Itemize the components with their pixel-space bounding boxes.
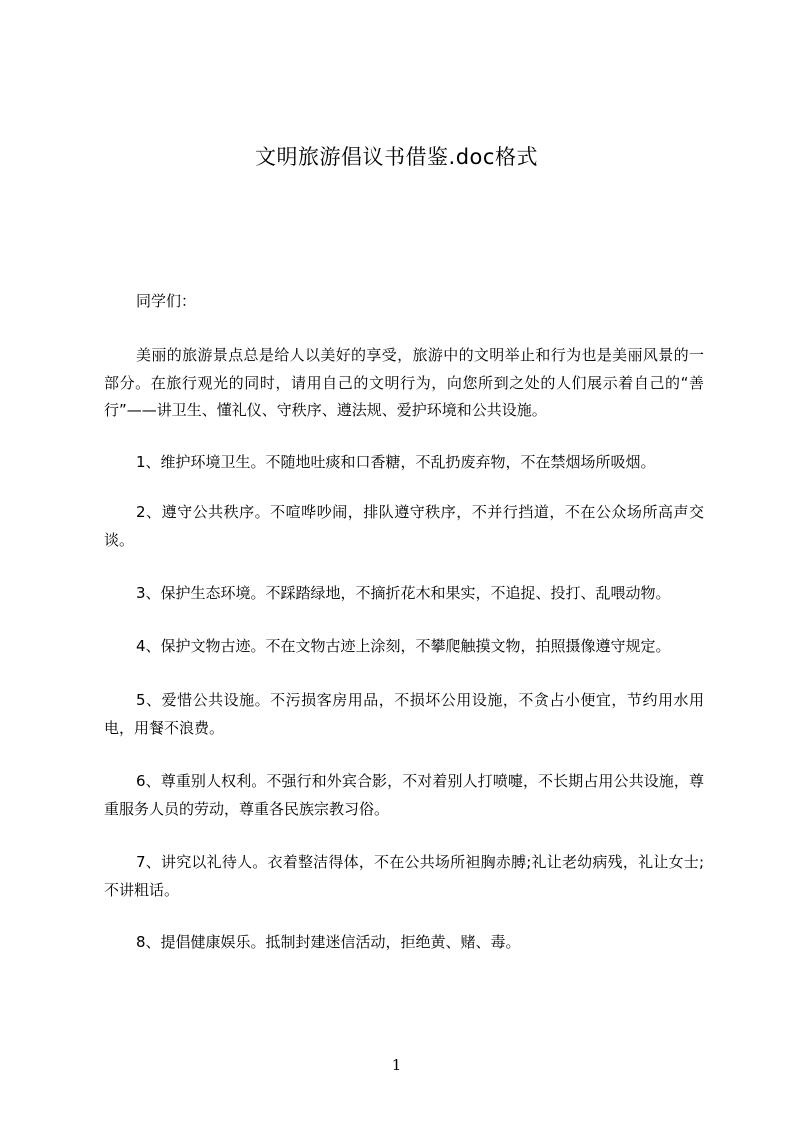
list-item: 5、爱惜公共设施。不污损客房用品，不损坏公用设施，不贪占小便宜，节约用水用电，用餐不浪费。 — [104, 691, 704, 737]
page-number: 1 — [391, 1056, 402, 1074]
document-title: 文明旅游倡议书借鉴.doc格式 — [255, 145, 538, 169]
list-item: 8、提倡健康娱乐。抵制封建迷信活动，拒绝黄、赌、毒。 — [136, 933, 521, 951]
list-item: 4、保护文物古迹。不在文物古迹上涂刻，不攀爬触摸文物，拍照摄像遵守规定。 — [136, 637, 671, 655]
salutation: 同学们： — [136, 292, 197, 310]
list-item: 3、保护生态环境。不踩踏绿地，不摘折花木和果实，不追捉、投打、乱喂动物。 — [136, 584, 671, 602]
list-item: 6、尊重别人权利。不强行和外宾合影，不对着别人打喷嚏，不长期占用公共设施，尊重服务人员的劳动，尊重各民族宗教习俗。 — [104, 772, 704, 818]
list-item: 1、维护环境卫生。不随地吐痰和口香糖，不乱扔废弃物，不在禁烟场所吸烟。 — [136, 453, 656, 471]
list-item: 7、讲究以礼待人。衣着整洁得体，不在公共场所袒胸赤膊;礼让老幼病残，礼让女士;不讲粗话。 — [104, 853, 704, 899]
intro-paragraph: 美丽的旅游景点总是给人以美好的享受，旅游中的文明举止和行为也是美丽风景的一部分。在旅行观光的同时，请用自己的文明行为，向您所到之处的人们展示着自己的“善行”——讲卫生、懂礼仪、守秩序、遵法规、爱护环境和公共设施。 — [104, 346, 704, 419]
list-item: 2、遵守公共秩序。不喧哗吵闹，排队遵守秩序，不并行挡道，不在公众场所高声交谈。 — [104, 503, 704, 549]
